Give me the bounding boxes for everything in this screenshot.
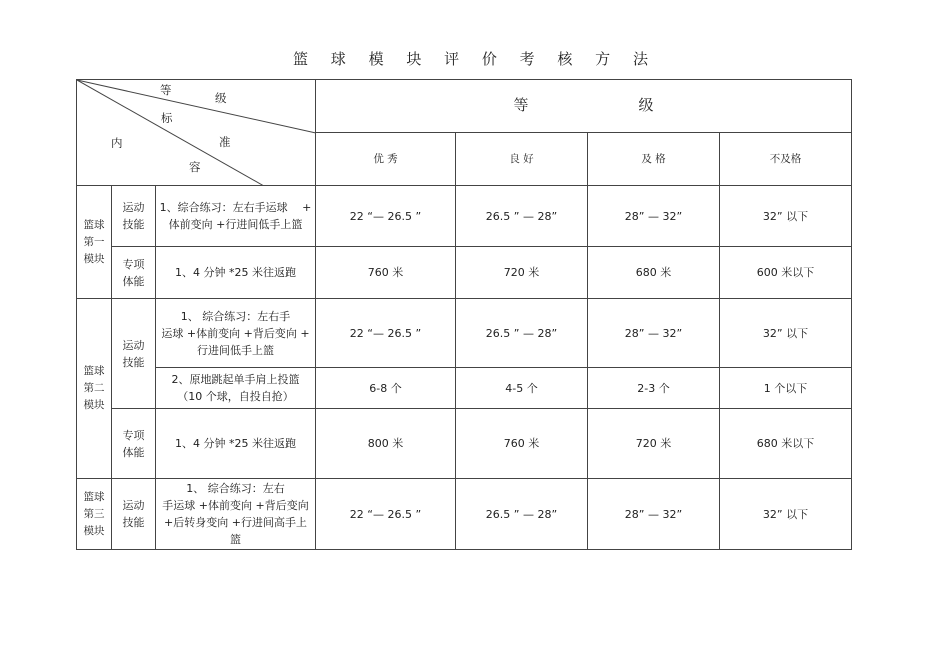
score-cell: 760 米 [316,247,456,299]
score-cell: 32” 以下 [720,186,852,247]
diag-label-nei: 内 [111,136,123,150]
category-cell: 运动 技能 [112,479,156,550]
content-cell: 2、原地跳起单手肩上投篮 （10 个球，自投自抢） [156,368,316,409]
score-cell: 1 个以下 [720,368,852,409]
table-row [77,247,852,299]
score-cell: 2-3 个 [588,368,720,409]
score-cell: 4-5 个 [456,368,588,409]
score-cell: 32” 以下 [720,479,852,550]
diag-label-rong: 容 [189,160,201,174]
score-cell: 6-8 个 [316,368,456,409]
category-cell: 专项 体能 [112,247,156,299]
score-cell: 22 “— 26.5 ” [316,186,456,247]
level-header-cell: 良 好 [456,133,588,186]
page-title: 篮 球 模 块 评 价 考 核 方 法 [293,50,657,68]
score-cell: 26.5 ” — 28” [456,299,588,368]
diagonal-header-cell [77,80,316,186]
score-cell: 680 米 [588,247,720,299]
score-cell: 28” — 32” [588,479,720,550]
table-row [77,409,852,479]
diag-label-zhun: 准 [219,135,231,149]
score-cell: 26.5 ” — 28” [456,479,588,550]
diag-label-biao: 标 [161,111,173,125]
category-cell: 运动 技能 [112,186,156,247]
content-cell: 1、4 分钟 *25 米往返跑 [156,409,316,479]
grade-header [316,80,852,133]
table-row [77,479,852,550]
content-cell: 1、 综合练习：左右 手运球 +体前变向 +背后变向 +后转身变向 +行进间高手上 篮 [156,479,316,550]
content-cell: 1、综合练习：左右手运球 + 体前变向 +行进间低手上篮 [156,186,316,247]
score-cell: 800 米 [316,409,456,479]
level-header-cell: 及 格 [588,133,720,186]
level-header-cell: 优 秀 [316,133,456,186]
score-cell: 760 米 [456,409,588,479]
content-cell: 1、 综合练习：左右手 运球 +体前变向 +背后变向 + 行进间低手上篮 [156,299,316,368]
module-name-cell: 篮球 第二 模块 [77,299,112,479]
score-cell: 28” — 32” [588,186,720,247]
module-name-cell: 篮球 第一 模块 [77,186,112,299]
score-cell: 22 “— 26.5 ” [316,299,456,368]
score-cell: 600 米以下 [720,247,852,299]
level-header-cell: 不及格 [720,133,852,186]
table-row [77,368,852,409]
diag-label-deng: 等 [160,83,172,97]
score-cell: 22 “— 26.5 ” [316,479,456,550]
table-row [77,186,852,247]
score-cell: 680 米以下 [720,409,852,479]
category-cell: 运动 技能 [112,299,156,409]
score-cell: 28” — 32” [588,299,720,368]
category-cell: 专项 体能 [112,409,156,479]
assessment-table [76,79,852,550]
score-cell: 32” 以下 [720,299,852,368]
score-cell: 720 米 [588,409,720,479]
module-name-cell: 篮球 第三 模块 [77,479,112,550]
score-cell: 720 米 [456,247,588,299]
content-cell: 1、4 分钟 *25 米往返跑 [156,247,316,299]
grade-title: 等级 [513,96,764,114]
table-row [77,299,852,368]
diag-label-ji: 级 [215,91,227,105]
score-cell: 26.5 ” — 28” [456,186,588,247]
